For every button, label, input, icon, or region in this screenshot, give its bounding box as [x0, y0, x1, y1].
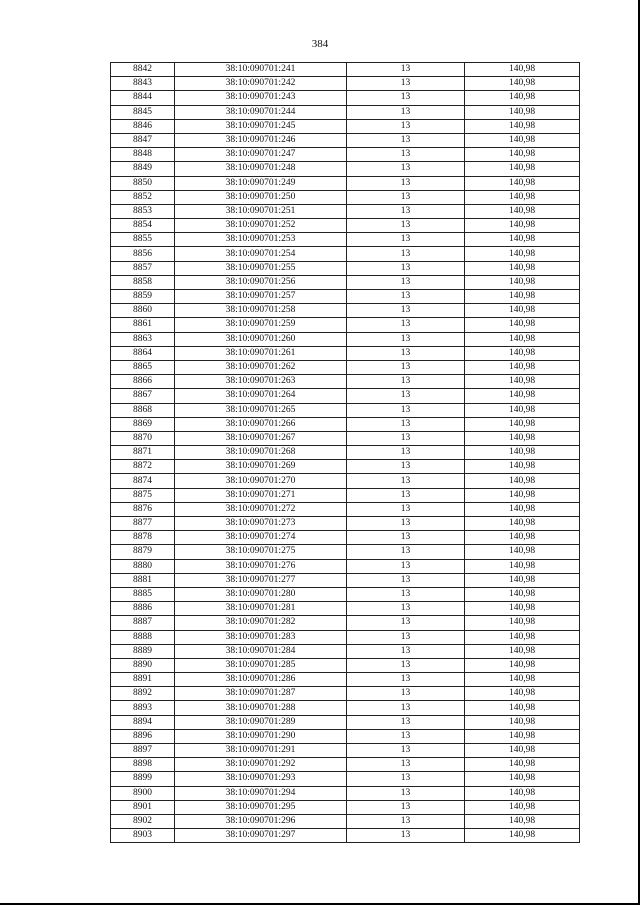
area-cell: 140,98: [465, 417, 580, 431]
count-cell: 13: [347, 517, 465, 531]
table-row: [111, 77, 580, 91]
count-cell: 13: [347, 687, 465, 701]
area-cell: 140,98: [465, 375, 580, 389]
area-cell: 140,98: [465, 77, 580, 91]
cadastral-number-cell: 38:10:090701:253: [175, 233, 347, 247]
count-cell: 13: [347, 573, 465, 587]
table-row: [111, 545, 580, 559]
cadastral-number-cell: 38:10:090701:243: [175, 91, 347, 105]
count-cell: 13: [347, 233, 465, 247]
area-cell: 140,98: [465, 800, 580, 814]
cadastral-number-cell: 38:10:090701:254: [175, 247, 347, 261]
row-number-cell: 8845: [111, 105, 175, 119]
row-number-cell: 8892: [111, 687, 175, 701]
cadastral-number-cell: 38:10:090701:246: [175, 133, 347, 147]
table-row: [111, 814, 580, 828]
table-row: [111, 176, 580, 190]
cadastral-number-cell: 38:10:090701:256: [175, 275, 347, 289]
row-number-cell: 8868: [111, 403, 175, 417]
area-cell: 140,98: [465, 176, 580, 190]
cadastral-number-cell: 38:10:090701:281: [175, 602, 347, 616]
area-cell: 140,98: [465, 247, 580, 261]
cadastral-number-cell: 38:10:090701:270: [175, 474, 347, 488]
cadastral-number-cell: 38:10:090701:252: [175, 219, 347, 233]
area-cell: 140,98: [465, 673, 580, 687]
count-cell: 13: [347, 360, 465, 374]
count-cell: 13: [347, 403, 465, 417]
cadastral-number-cell: 38:10:090701:293: [175, 772, 347, 786]
cadastral-number-cell: 38:10:090701:283: [175, 630, 347, 644]
cadastral-number-cell: 38:10:090701:251: [175, 204, 347, 218]
row-number-cell: 8844: [111, 91, 175, 105]
count-cell: 13: [347, 431, 465, 445]
area-cell: 140,98: [465, 148, 580, 162]
area-cell: 140,98: [465, 389, 580, 403]
row-number-cell: 8890: [111, 658, 175, 672]
count-cell: 13: [347, 176, 465, 190]
count-cell: 13: [347, 446, 465, 460]
row-number-cell: 8885: [111, 587, 175, 601]
cadastral-number-cell: 38:10:090701:288: [175, 701, 347, 715]
area-cell: 140,98: [465, 318, 580, 332]
cadastral-number-cell: 38:10:090701:255: [175, 261, 347, 275]
table-row: [111, 247, 580, 261]
row-number-cell: 8891: [111, 673, 175, 687]
row-number-cell: 8854: [111, 219, 175, 233]
table-row: [111, 800, 580, 814]
cadastral-number-cell: 38:10:090701:284: [175, 644, 347, 658]
table-row: [111, 474, 580, 488]
count-cell: 13: [347, 758, 465, 772]
row-number-cell: 8863: [111, 332, 175, 346]
count-cell: 13: [347, 814, 465, 828]
count-cell: 13: [347, 644, 465, 658]
area-cell: 140,98: [465, 744, 580, 758]
cadastral-number-cell: 38:10:090701:249: [175, 176, 347, 190]
count-cell: 13: [347, 673, 465, 687]
area-cell: 140,98: [465, 545, 580, 559]
row-number-cell: 8879: [111, 545, 175, 559]
row-number-cell: 8859: [111, 290, 175, 304]
cadastral-number-cell: 38:10:090701:290: [175, 729, 347, 743]
area-cell: 140,98: [465, 658, 580, 672]
cadastral-number-cell: 38:10:090701:247: [175, 148, 347, 162]
cadastral-number-cell: 38:10:090701:275: [175, 545, 347, 559]
cadastral-number-cell: 38:10:090701:267: [175, 431, 347, 445]
area-cell: 140,98: [465, 630, 580, 644]
row-number-cell: 8848: [111, 148, 175, 162]
row-number-cell: 8902: [111, 814, 175, 828]
area-cell: 140,98: [465, 715, 580, 729]
count-cell: 13: [347, 190, 465, 204]
area-cell: 140,98: [465, 488, 580, 502]
row-number-cell: 8866: [111, 375, 175, 389]
area-cell: 140,98: [465, 190, 580, 204]
cadastral-number-cell: 38:10:090701:291: [175, 744, 347, 758]
table-row: [111, 559, 580, 573]
row-number-cell: 8853: [111, 204, 175, 218]
area-cell: 140,98: [465, 105, 580, 119]
count-cell: 13: [347, 119, 465, 133]
table-row: [111, 602, 580, 616]
count-cell: 13: [347, 346, 465, 360]
count-cell: 13: [347, 587, 465, 601]
area-cell: 140,98: [465, 701, 580, 715]
count-cell: 13: [347, 332, 465, 346]
row-number-cell: 8875: [111, 488, 175, 502]
count-cell: 13: [347, 616, 465, 630]
area-cell: 140,98: [465, 346, 580, 360]
area-cell: 140,98: [465, 63, 580, 77]
count-cell: 13: [347, 658, 465, 672]
area-cell: 140,98: [465, 729, 580, 743]
area-cell: 140,98: [465, 772, 580, 786]
area-cell: 140,98: [465, 332, 580, 346]
table-row: [111, 502, 580, 516]
table-row: [111, 233, 580, 247]
cadastral-number-cell: 38:10:090701:272: [175, 502, 347, 516]
row-number-cell: 8846: [111, 119, 175, 133]
table-row: [111, 91, 580, 105]
cadastral-number-cell: 38:10:090701:297: [175, 829, 347, 843]
area-cell: 140,98: [465, 233, 580, 247]
count-cell: 13: [347, 290, 465, 304]
table-row: [111, 772, 580, 786]
table-row: [111, 162, 580, 176]
area-cell: 140,98: [465, 304, 580, 318]
table-row: [111, 701, 580, 715]
table-row: [111, 119, 580, 133]
table-row: [111, 290, 580, 304]
cadastral-number-cell: 38:10:090701:287: [175, 687, 347, 701]
count-cell: 13: [347, 275, 465, 289]
area-cell: 140,98: [465, 162, 580, 176]
table-row: [111, 63, 580, 77]
row-number-cell: 8842: [111, 63, 175, 77]
table-row: [111, 644, 580, 658]
table-row: [111, 332, 580, 346]
count-cell: 13: [347, 701, 465, 715]
area-cell: 140,98: [465, 814, 580, 828]
row-number-cell: 8888: [111, 630, 175, 644]
area-cell: 140,98: [465, 446, 580, 460]
table-row: [111, 417, 580, 431]
table-row: [111, 687, 580, 701]
table-row: [111, 403, 580, 417]
table-row: [111, 829, 580, 843]
cadastral-number-cell: 38:10:090701:273: [175, 517, 347, 531]
cadastral-number-cell: 38:10:090701:257: [175, 290, 347, 304]
page-number: 384: [311, 38, 329, 50]
table-row: [111, 630, 580, 644]
count-cell: 13: [347, 148, 465, 162]
count-cell: 13: [347, 91, 465, 105]
cadastral-table: [110, 62, 580, 843]
cadastral-number-cell: 38:10:090701:263: [175, 375, 347, 389]
table-row: [111, 786, 580, 800]
row-number-cell: 8878: [111, 531, 175, 545]
row-number-cell: 8855: [111, 233, 175, 247]
area-cell: 140,98: [465, 204, 580, 218]
cadastral-number-cell: 38:10:090701:241: [175, 63, 347, 77]
area-cell: 140,98: [465, 531, 580, 545]
table-row: [111, 587, 580, 601]
count-cell: 13: [347, 829, 465, 843]
table-row: [111, 431, 580, 445]
row-number-cell: 8877: [111, 517, 175, 531]
row-number-cell: 8871: [111, 446, 175, 460]
row-number-cell: 8894: [111, 715, 175, 729]
table-row: [111, 261, 580, 275]
table-row: [111, 460, 580, 474]
table-row: [111, 531, 580, 545]
cadastral-number-cell: 38:10:090701:244: [175, 105, 347, 119]
cadastral-number-cell: 38:10:090701:260: [175, 332, 347, 346]
area-cell: 140,98: [465, 758, 580, 772]
row-number-cell: 8867: [111, 389, 175, 403]
count-cell: 13: [347, 715, 465, 729]
count-cell: 13: [347, 133, 465, 147]
row-number-cell: 8900: [111, 786, 175, 800]
cadastral-number-cell: 38:10:090701:271: [175, 488, 347, 502]
cadastral-number-cell: 38:10:090701:286: [175, 673, 347, 687]
count-cell: 13: [347, 460, 465, 474]
row-number-cell: 8876: [111, 502, 175, 516]
count-cell: 13: [347, 389, 465, 403]
cadastral-number-cell: 38:10:090701:264: [175, 389, 347, 403]
table-row: [111, 346, 580, 360]
cadastral-number-cell: 38:10:090701:266: [175, 417, 347, 431]
count-cell: 13: [347, 304, 465, 318]
row-number-cell: 8849: [111, 162, 175, 176]
row-number-cell: 8901: [111, 800, 175, 814]
row-number-cell: 8857: [111, 261, 175, 275]
row-number-cell: 8898: [111, 758, 175, 772]
count-cell: 13: [347, 729, 465, 743]
count-cell: 13: [347, 204, 465, 218]
count-cell: 13: [347, 800, 465, 814]
cadastral-number-cell: 38:10:090701:280: [175, 587, 347, 601]
row-number-cell: 8850: [111, 176, 175, 190]
count-cell: 13: [347, 474, 465, 488]
area-cell: 140,98: [465, 133, 580, 147]
row-number-cell: 8880: [111, 559, 175, 573]
area-cell: 140,98: [465, 644, 580, 658]
count-cell: 13: [347, 77, 465, 91]
cadastral-number-cell: 38:10:090701:296: [175, 814, 347, 828]
area-cell: 140,98: [465, 119, 580, 133]
cadastral-number-cell: 38:10:090701:269: [175, 460, 347, 474]
count-cell: 13: [347, 559, 465, 573]
cadastral-number-cell: 38:10:090701:258: [175, 304, 347, 318]
cadastral-number-cell: 38:10:090701:295: [175, 800, 347, 814]
count-cell: 13: [347, 63, 465, 77]
row-number-cell: 8887: [111, 616, 175, 630]
area-cell: 140,98: [465, 219, 580, 233]
cadastral-number-cell: 38:10:090701:282: [175, 616, 347, 630]
table-row: [111, 133, 580, 147]
area-cell: 140,98: [465, 261, 580, 275]
count-cell: 13: [347, 105, 465, 119]
cadastral-number-cell: 38:10:090701:276: [175, 559, 347, 573]
table-body: [111, 63, 580, 843]
table-row: [111, 190, 580, 204]
count-cell: 13: [347, 531, 465, 545]
row-number-cell: 8870: [111, 431, 175, 445]
row-number-cell: 8865: [111, 360, 175, 374]
cadastral-number-cell: 38:10:090701:261: [175, 346, 347, 360]
table-row: [111, 446, 580, 460]
count-cell: 13: [347, 602, 465, 616]
count-cell: 13: [347, 630, 465, 644]
row-number-cell: 8869: [111, 417, 175, 431]
count-cell: 13: [347, 162, 465, 176]
area-cell: 140,98: [465, 502, 580, 516]
row-number-cell: 8872: [111, 460, 175, 474]
row-number-cell: 8881: [111, 573, 175, 587]
area-cell: 140,98: [465, 559, 580, 573]
row-number-cell: 8899: [111, 772, 175, 786]
row-number-cell: 8860: [111, 304, 175, 318]
cadastral-number-cell: 38:10:090701:262: [175, 360, 347, 374]
area-cell: 140,98: [465, 829, 580, 843]
cadastral-number-cell: 38:10:090701:274: [175, 531, 347, 545]
cadastral-number-cell: 38:10:090701:245: [175, 119, 347, 133]
cadastral-number-cell: 38:10:090701:294: [175, 786, 347, 800]
row-number-cell: 8843: [111, 77, 175, 91]
table-row: [111, 744, 580, 758]
count-cell: 13: [347, 318, 465, 332]
table-row: [111, 204, 580, 218]
cadastral-number-cell: 38:10:090701:242: [175, 77, 347, 91]
row-number-cell: 8847: [111, 133, 175, 147]
area-cell: 140,98: [465, 360, 580, 374]
row-number-cell: 8874: [111, 474, 175, 488]
cadastral-number-cell: 38:10:090701:250: [175, 190, 347, 204]
cadastral-number-cell: 38:10:090701:265: [175, 403, 347, 417]
count-cell: 13: [347, 261, 465, 275]
area-cell: 140,98: [465, 517, 580, 531]
area-cell: 140,98: [465, 687, 580, 701]
area-cell: 140,98: [465, 403, 580, 417]
table-row: [111, 488, 580, 502]
count-cell: 13: [347, 502, 465, 516]
count-cell: 13: [347, 417, 465, 431]
table-row: [111, 517, 580, 531]
count-cell: 13: [347, 772, 465, 786]
row-number-cell: 8903: [111, 829, 175, 843]
cadastral-number-cell: 38:10:090701:285: [175, 658, 347, 672]
cadastral-number-cell: 38:10:090701:289: [175, 715, 347, 729]
table-row: [111, 658, 580, 672]
area-cell: 140,98: [465, 290, 580, 304]
area-cell: 140,98: [465, 474, 580, 488]
cadastral-number-cell: 38:10:090701:292: [175, 758, 347, 772]
count-cell: 13: [347, 744, 465, 758]
table-row: [111, 758, 580, 772]
area-cell: 140,98: [465, 616, 580, 630]
area-cell: 140,98: [465, 275, 580, 289]
table-row: [111, 219, 580, 233]
table-row: [111, 148, 580, 162]
row-number-cell: 8858: [111, 275, 175, 289]
table-row: [111, 573, 580, 587]
row-number-cell: 8856: [111, 247, 175, 261]
row-number-cell: 8896: [111, 729, 175, 743]
table-row: [111, 729, 580, 743]
count-cell: 13: [347, 219, 465, 233]
table-row: [111, 304, 580, 318]
cadastral-number-cell: 38:10:090701:268: [175, 446, 347, 460]
table-row: [111, 375, 580, 389]
row-number-cell: 8893: [111, 701, 175, 715]
area-cell: 140,98: [465, 602, 580, 616]
table-row: [111, 673, 580, 687]
area-cell: 140,98: [465, 431, 580, 445]
count-cell: 13: [347, 247, 465, 261]
cadastral-number-cell: 38:10:090701:277: [175, 573, 347, 587]
table-row: [111, 389, 580, 403]
cadastral-number-cell: 38:10:090701:259: [175, 318, 347, 332]
count-cell: 13: [347, 786, 465, 800]
cadastral-number-cell: 38:10:090701:248: [175, 162, 347, 176]
count-cell: 13: [347, 375, 465, 389]
table-row: [111, 616, 580, 630]
table-row: [111, 360, 580, 374]
count-cell: 13: [347, 545, 465, 559]
table-row: [111, 105, 580, 119]
row-number-cell: 8897: [111, 744, 175, 758]
row-number-cell: 8864: [111, 346, 175, 360]
area-cell: 140,98: [465, 573, 580, 587]
area-cell: 140,98: [465, 786, 580, 800]
table-row: [111, 715, 580, 729]
row-number-cell: 8889: [111, 644, 175, 658]
row-number-cell: 8861: [111, 318, 175, 332]
area-cell: 140,98: [465, 460, 580, 474]
row-number-cell: 8852: [111, 190, 175, 204]
table-row: [111, 275, 580, 289]
count-cell: 13: [347, 488, 465, 502]
table-row: [111, 318, 580, 332]
row-number-cell: 8886: [111, 602, 175, 616]
area-cell: 140,98: [465, 91, 580, 105]
area-cell: 140,98: [465, 587, 580, 601]
